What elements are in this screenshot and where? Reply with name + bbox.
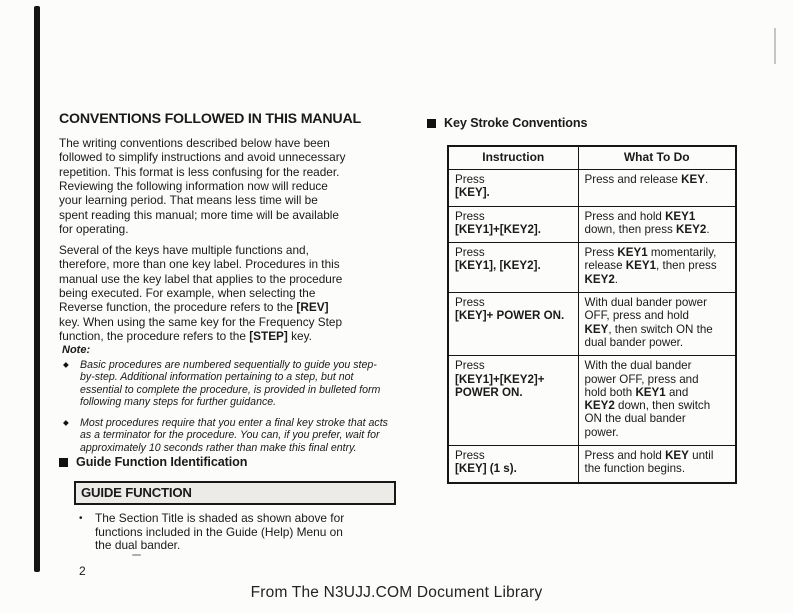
- note-item-basic-procedures: [63, 359, 408, 408]
- diamond-bullet-icon: ◆: [63, 418, 69, 427]
- what-to-do-cell: Press and hold KEY until the function begins.: [578, 446, 736, 483]
- table-row: [448, 243, 736, 293]
- section-square-icon: [59, 458, 68, 467]
- section-square-icon: [427, 119, 436, 128]
- what-to-do-cell: Press KEY1 momentarily, release KEY1, then press KEY2.: [578, 243, 736, 293]
- note-text: Most procedures require that you enter a final key stroke that acts as a terminator for the procedure. You can, if you prefer, wait for approximately 10 seconds rather than make this final entry.: [80, 417, 388, 454]
- table-row: [448, 356, 736, 446]
- column-header-what-to-do: What To Do: [578, 146, 736, 170]
- column-header-instruction: Instruction: [448, 146, 578, 170]
- guide-bullet-text: The Section Title is shaded as shown above for functions included in the Guide (Help) Menu on the dual bander.: [95, 511, 345, 553]
- paragraph-key-labels: Several of the keys have multiple functions and, therefore, more than one key label. Procedures in this manual use the key label that applies to the procedure being executed. For example, when selecting the Reverse function, the procedure refers to the [REV] key. When using the same key for the Frequency Step function, the procedure refers to the [STEP] key.: [59, 243, 343, 344]
- dot-bullet-icon: •: [79, 513, 83, 524]
- scan-edge-line: [774, 28, 776, 64]
- instruction-cell: Press [KEY1]+[KEY2]+ POWER ON.: [448, 356, 578, 446]
- table-row: [448, 293, 736, 356]
- instruction-cell: Press [KEY1]+[KEY2].: [448, 206, 578, 243]
- keystroke-table-body: [448, 170, 736, 483]
- note-text: Basic procedures are numbered sequentially to guide you step- by-step. Additional information pertaining to a step, but not essential to complete the procedure, is provided in bulleted form following many steps for further guidance.: [80, 359, 381, 408]
- footer-watermark: From The N3UJJ.COM Document Library: [250, 584, 543, 601]
- section-header-label: Key Stroke Conventions: [444, 116, 588, 130]
- instruction-cell: Press [KEY] (1 s).: [448, 446, 578, 483]
- keystroke-conventions-table: [447, 145, 737, 484]
- what-to-do-cell: With dual bander power OFF, press and hold KEY, then switch ON the dual bander power.: [578, 293, 736, 356]
- table-row: [448, 170, 736, 207]
- note-item-final-keystroke: [63, 417, 408, 454]
- instruction-cell: Press [KEY]+ POWER ON.: [448, 293, 578, 356]
- page-title: CONVENTIONS FOLLOWED IN THIS MANUAL: [59, 111, 361, 127]
- paragraph-writing-conventions: The writing conventions described below have been followed to simplify instructions and avoid unnecessary repetition. This format is less confusing for the reader. Reviewing the following information now will reduce your learning period. That means less time will be spent reading this manual; more time will be available for operating.: [59, 136, 346, 237]
- scan-gutter-shadow: [34, 6, 40, 572]
- what-to-do-cell: Press and release KEY.: [578, 170, 736, 207]
- section-header-key-stroke-conventions: [427, 116, 587, 130]
- table-row: [448, 446, 736, 483]
- table-row: [448, 206, 736, 243]
- what-to-do-cell: With the dual bander power OFF, press and hold both KEY1 and KEY2 down, then switch ON the dual bander power.: [578, 356, 736, 446]
- guide-function-box: GUIDE FUNCTION: [74, 481, 396, 505]
- scan-speck: [132, 554, 141, 556]
- section-header-guide-function-identification: [59, 455, 247, 469]
- table-header-row: [448, 146, 736, 170]
- note-label: Note:: [62, 344, 91, 356]
- what-to-do-cell: Press and hold KEY1 down, then press KEY2.: [578, 206, 736, 243]
- diamond-bullet-icon: ◆: [63, 360, 69, 369]
- instruction-cell: Press [KEY].: [448, 170, 578, 207]
- page-number: 2: [79, 564, 86, 578]
- instruction-cell: Press [KEY1], [KEY2].: [448, 243, 578, 293]
- guide-bullet-item: [79, 512, 409, 553]
- section-header-label: Guide Function Identification: [76, 455, 248, 469]
